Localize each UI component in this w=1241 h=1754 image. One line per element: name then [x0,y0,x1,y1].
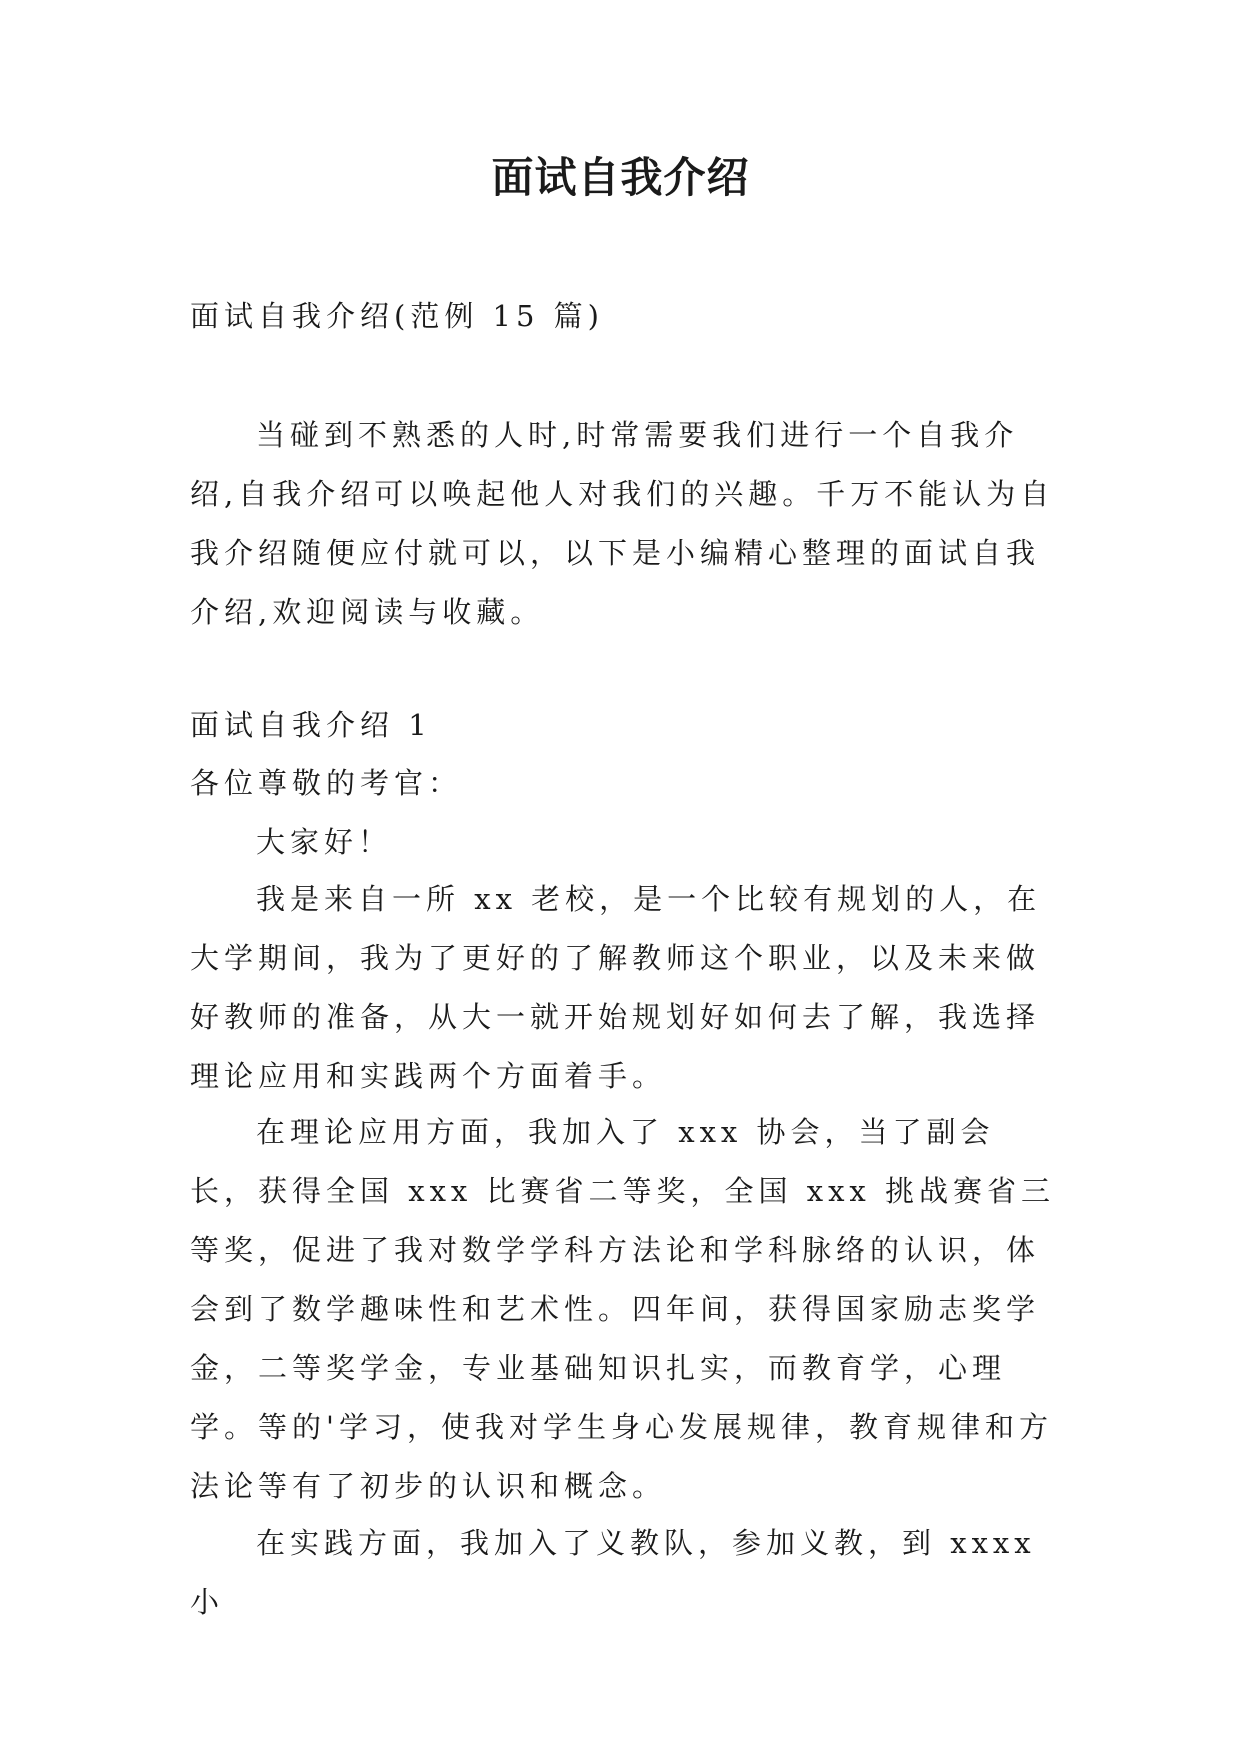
body-paragraph: 我是来自一所 xx 老校，是一个比较有规划的人，在大学期间，我为了更好的了解教师这个职业，以及未来做好教师的准备，从大一就开始规划好如何去了解，我选择理论应用和实践两个方面着手。 [190,882,1042,1093]
salutation: 各位尊敬的考官： [190,766,463,800]
body-paragraph: 在理论应用方面，我加入了 xxx 协会，当了副会长，获得全国 xxx 比赛省二等奖，全国 xxx 挑战赛省三等奖，促进了我对数学学科方法论和学科脉络的认识，体会到了数学趣味性和艺术性。四年间，获得国家励志奖学金，二等奖学金，专业基础知识扎实，而教育学，心理学。等的'学习，使我对学生身心发展规律，教育规律和方法论等有了初步的认识和概念。 [190,1115,1056,1503]
greeting: 大家好！ [256,825,393,859]
document-title: 面试自我介绍 [491,153,750,202]
body-paragraph: 在实践方面，我加入了义教队，参加义教，到 xxxx 小 [190,1526,1036,1619]
section-heading: 面试自我介绍 1 [190,708,432,742]
document-subtitle: 面试自我介绍(范例 15 篇) [190,299,604,333]
intro-paragraph: 当碰到不熟悉的人时,时常需要我们进行一个自我介绍,自我介绍可以唤起他人对我们的兴趣。千万不能认为自我介绍随便应付就可以，以下是小编精心整理的面试自我介绍,欢迎阅读与收藏。 [190,418,1055,629]
